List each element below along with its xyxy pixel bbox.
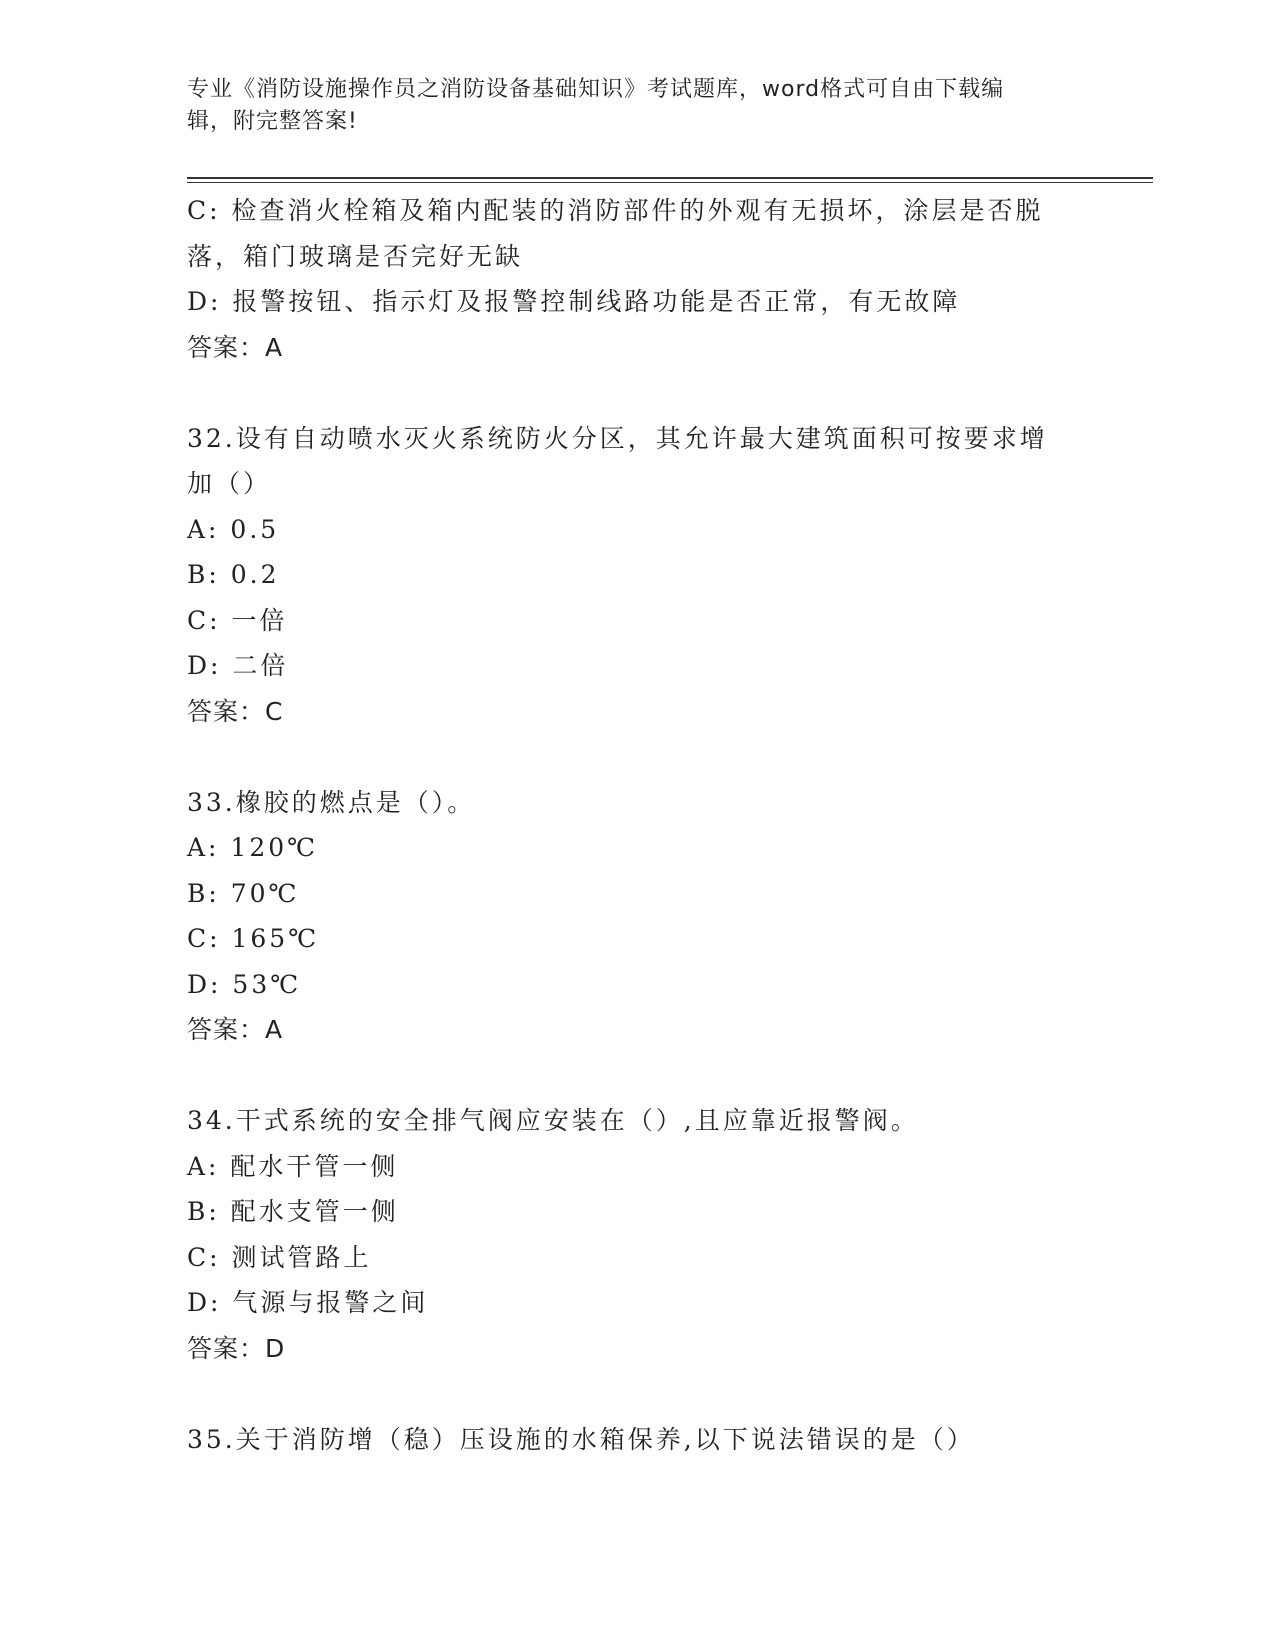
option-b: B: 0.2 xyxy=(187,560,280,589)
option-c: C: 测试管路上 xyxy=(187,1242,372,1272)
spacer xyxy=(187,1053,1087,1099)
spacer xyxy=(187,734,1087,780)
option-c: C: 165℃ xyxy=(187,924,320,953)
question-stem: 34.干式系统的安全排气阀应安装在（）,且应靠近报警阀。 xyxy=(187,1106,919,1135)
answer: 答案：D xyxy=(187,1333,286,1363)
question-32 xyxy=(187,416,1087,735)
question-31 xyxy=(187,188,1087,370)
header-line-2: 辑，附完整答案! xyxy=(187,109,358,134)
answer: 答案：A xyxy=(187,332,284,362)
question-stem-continued: 加（） xyxy=(187,469,272,498)
option-d: D: 二倍 xyxy=(187,651,289,680)
question-stem: 33.橡胶的燃点是（）。 xyxy=(187,787,476,817)
option-a: A: 0.5 xyxy=(187,514,280,544)
option-c: C: 一倍 xyxy=(187,605,288,635)
header-divider-thick xyxy=(187,177,1153,179)
option-a: A: 配水干管一侧 xyxy=(187,1151,399,1181)
option-a: A: 120℃ xyxy=(187,833,319,862)
question-34 xyxy=(187,1098,1087,1371)
option-c-continued: 落，箱门玻璃是否完好无缺 xyxy=(187,241,524,271)
spacer xyxy=(187,1371,1087,1417)
question-stem: 32.设有自动喷水灭火系统防火分区，其允许最大建筑面积可按要求增 xyxy=(187,423,1048,453)
option-b: B: 配水支管一侧 xyxy=(187,1197,399,1226)
option-c: C: 检查消火栓箱及箱内配装的消防部件的外观有无损坏，涂层是否脱 xyxy=(187,196,1044,225)
question-stem: 35.关于消防增（稳）压设施的水箱保养,以下说法错误的是（） xyxy=(187,1424,975,1454)
question-list xyxy=(187,188,1087,1462)
option-d: D: 气源与报警之间 xyxy=(187,1288,429,1317)
option-b: B: 70℃ xyxy=(187,878,300,908)
header-divider-thin xyxy=(187,182,1153,183)
answer: 答案：C xyxy=(187,696,284,726)
document-header xyxy=(187,74,1067,138)
answer: 答案：A xyxy=(187,1015,284,1044)
option-d: D: 53℃ xyxy=(187,969,302,999)
option-d: D: 报警按钮、指示灯及报警控制线路功能是否正常，有无故障 xyxy=(187,287,961,316)
question-33 xyxy=(187,780,1087,1053)
header-line-1: 专业《消防设施操作员之消防设备基础知识》考试题库，word格式可自由下载编 xyxy=(187,77,1005,102)
spacer xyxy=(187,370,1087,416)
question-35 xyxy=(187,1417,1087,1463)
